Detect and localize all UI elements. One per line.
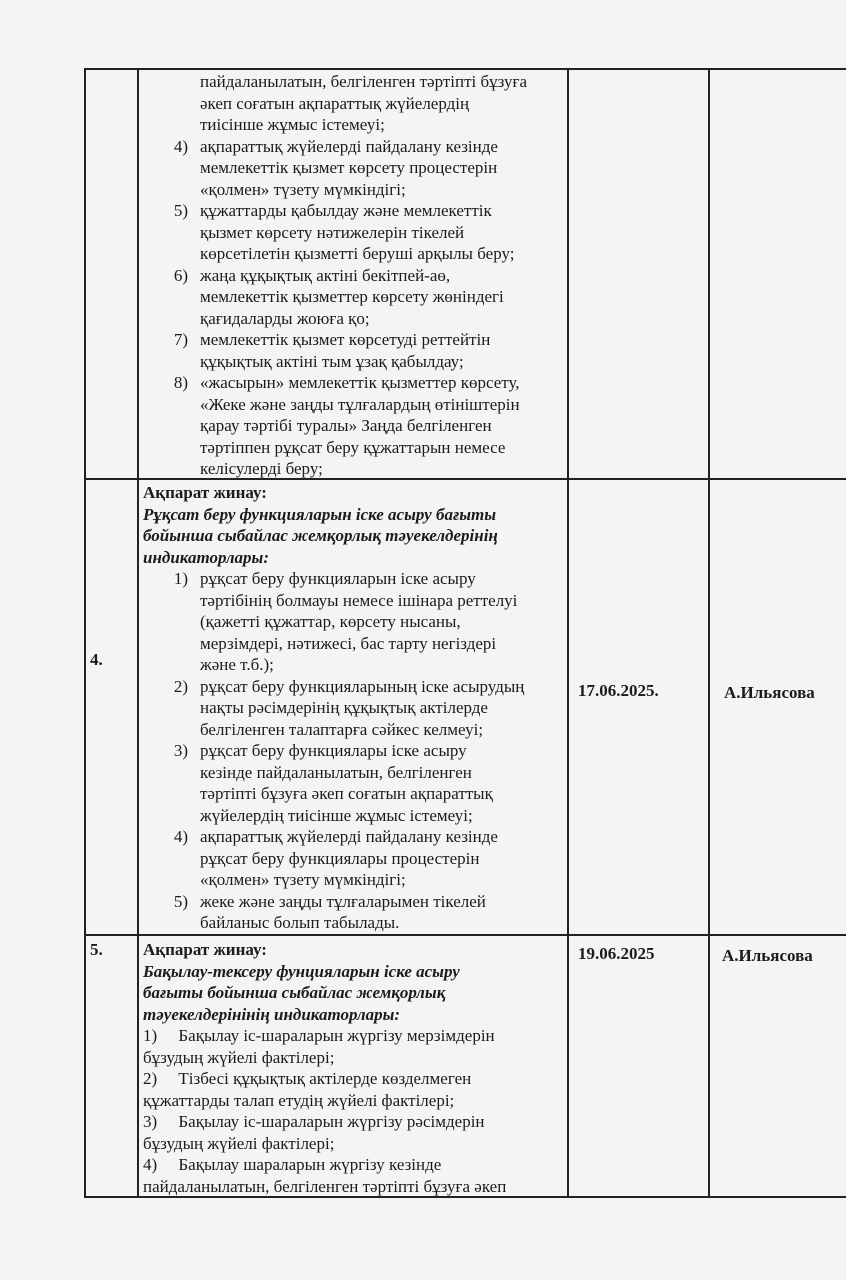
table-left-border — [84, 68, 86, 1198]
list-number: 5) — [173, 891, 188, 911]
row-subheading: бойынша сыбайлас жемқорлық тәуекелдерінің — [143, 526, 498, 545]
list-number: 1) — [173, 569, 188, 588]
row-divider-5 — [84, 934, 846, 936]
list-item-line: байланыс болып табылады. — [200, 913, 400, 932]
body-line: 4) Бақылау шараларын жүргізу кезінде — [143, 1155, 442, 1174]
list-number: 5) — [173, 201, 188, 220]
row-heading: Ақпарат жинау: — [143, 483, 267, 502]
list-item-line: жаңа құқықтық актіні бекітпей-аө, — [200, 265, 451, 285]
list-number: 3) — [173, 741, 188, 760]
list-item-line: нақты рәсімдерінің құқықтық актілерде — [200, 698, 488, 717]
body-line: 3) Бақылау іс-шараларын жүргізу рәсімдерін — [143, 1112, 485, 1131]
list-item-line: «жасырын» мемлекеттік қызметтер көрсету, — [200, 373, 520, 392]
list-item-line: тәртіпті бұзуға әкеп соғатын ақпараттық — [200, 784, 493, 803]
list-item-line: қарау тәртібі туралы» Заңда белгіленген — [200, 416, 492, 435]
body-line: құжаттарды талап етудің жүйелі фактілері; — [143, 1090, 455, 1110]
column-divider-num — [137, 68, 139, 1198]
responsible-person: А.Ильясова — [724, 683, 815, 702]
list-item-line: рұқсат беру функцияларының іске асырудың — [200, 676, 525, 696]
list-item-line: мемлекеттік қызмет көрсетуді реттейтін — [200, 330, 491, 349]
list-item-line: қызмет көрсету нәтижелерін тікелей — [200, 222, 465, 242]
list-number: 7) — [173, 330, 188, 349]
list-item-line: «Жеке және заңды тұлғалардың өтініштерін — [200, 394, 520, 414]
list-item-line: көрсетілетін қызметті беруші арқылы беру; — [200, 244, 515, 263]
list-number: 8) — [173, 373, 188, 392]
list-item-line: мемлекеттік қызметтер көрсету жөніндегі — [200, 287, 504, 306]
body-line: 1) Бақылау іс-шараларын жүргізу мерзімдерін — [143, 1026, 495, 1045]
continuation-line: пайдаланылатын, белгіленген тәртіпті бұзуға — [200, 72, 528, 91]
deadline-date: 17.06.2025. — [578, 681, 659, 700]
body-line: бұзудың жүйелі фактілері; — [143, 1133, 335, 1153]
body-line: 2) Тізбесі құқықтық актілерде көзделмеген — [143, 1069, 472, 1088]
list-item-line: «қолмен» түзету мүмкіндігі; — [200, 179, 406, 199]
body-line: бұзудың жүйелі фактілері; — [143, 1047, 335, 1067]
list-item-line: «қолмен» түзету мүмкіндігі; — [200, 870, 406, 889]
list-item-line: құжаттарды қабылдау және мемлекеттік — [200, 201, 492, 220]
row-subheading: Бақылау-тексеру фунцияларын іске асыру — [143, 961, 460, 981]
list-number: 4) — [173, 136, 188, 156]
list-number: 2) — [173, 676, 188, 696]
list-item-line: және т.б.); — [200, 655, 274, 674]
list-item-line: ақпараттық жүйелерді пайдалану кезінде — [200, 827, 498, 846]
row-number: 4. — [90, 650, 103, 669]
row-subheading: индикаторлары: — [143, 547, 270, 567]
responsible-person: А.Ильясова — [722, 946, 813, 965]
list-item-line: қағидаларды жоюға қо; — [200, 308, 370, 328]
list-item-line: құқықтық актіні тым ұзақ қабылдау; — [200, 351, 464, 371]
list-number: 6) — [173, 265, 188, 285]
row-subheading: бағыты бойынша сыбайлас жемқорлық — [143, 983, 446, 1002]
row-number: 5. — [90, 940, 103, 959]
list-item-line: (қажетті құжаттар, көрсету нысаны, — [200, 612, 461, 631]
deadline-date: 19.06.2025 — [578, 944, 655, 963]
list-item-line: рұқсат беру функциялары іске асыру — [200, 741, 467, 760]
list-item-line: жүйелердің тиісінше жұмыс істемеуі; — [200, 805, 473, 825]
list-item-line: жеке және заңды тұлғаларымен тікелей — [200, 891, 486, 911]
list-item-line: тәртіппен рұқсат беру құжаттарын немесе — [200, 437, 506, 457]
row-subheading: Рұқсат беру функцияларын іске асыру бағыты — [143, 504, 497, 524]
list-item-line: рұқсат беру функцияларын іске асыру — [200, 569, 476, 588]
body-line: пайдаланылатын, белгіленген тәртіпті бұзуға әкеп — [143, 1176, 507, 1196]
list-item-line: ақпараттық жүйелерді пайдалану кезінде — [200, 136, 498, 156]
row-divider-4 — [84, 478, 846, 480]
row-heading: Ақпарат жинау: — [143, 940, 267, 959]
list-item-line: мерзімдері, нәтижесі, бас тарту негіздері — [200, 633, 497, 653]
column-divider-content — [567, 68, 569, 1198]
list-item-line: белгіленген талаптарға сәйкес келмеуі; — [200, 719, 484, 739]
continuation-line: тиісінше жұмыс істемеуі; — [200, 115, 385, 134]
list-item-line: келісулерді беру; — [200, 459, 323, 478]
list-item-line: тәртібінің болмауы немесе ішінара реттелуі — [200, 590, 518, 610]
list-item-line: кезінде пайдаланылатын, белгіленген — [200, 762, 472, 782]
row-subheading: тәуекелдерінінің индикаторлары: — [143, 1004, 401, 1024]
list-item-line: рұқсат беру функциялары процестерін — [200, 848, 480, 868]
list-item-line: мемлекеттік қызмет көрсету процестерін — [200, 158, 498, 177]
list-number: 4) — [173, 827, 188, 846]
column-divider-date — [708, 68, 710, 1198]
table-top-border — [84, 68, 846, 70]
continuation-line: әкеп соғатын ақпараттық жүйелердің — [200, 93, 470, 113]
